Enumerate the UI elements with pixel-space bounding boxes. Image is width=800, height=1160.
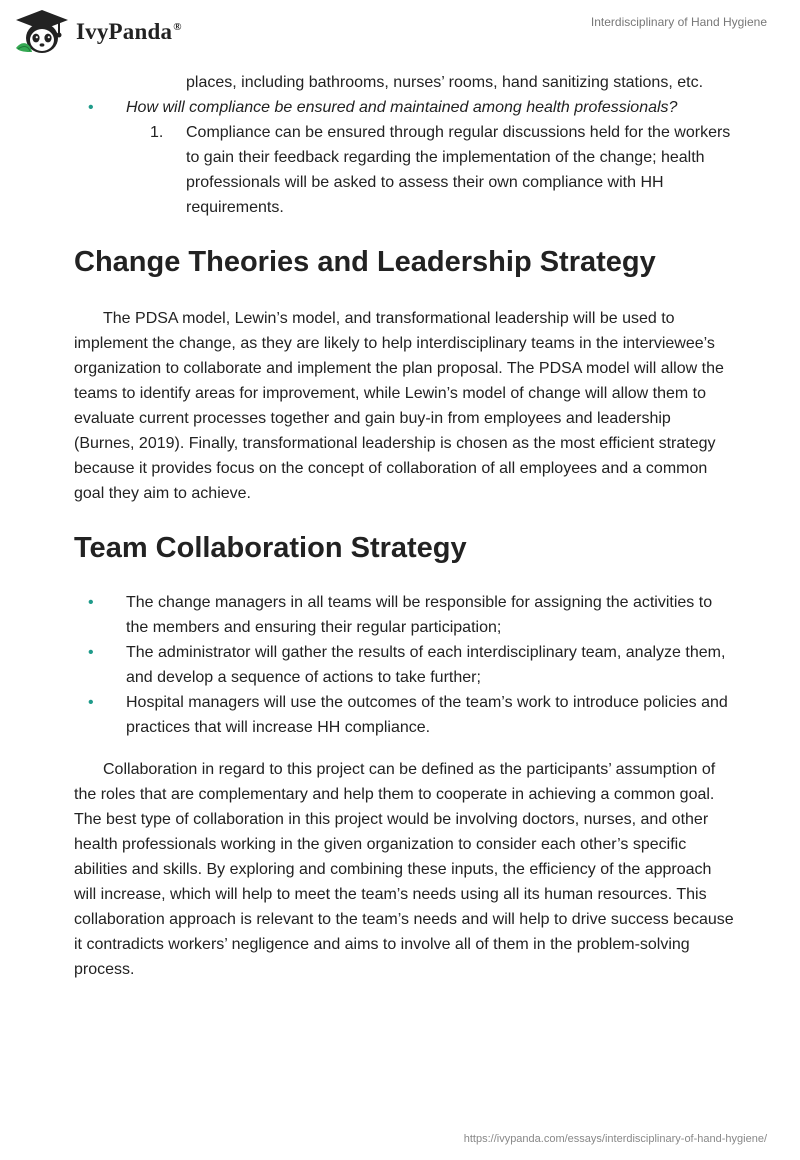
bullet-dot-icon: • — [88, 594, 94, 611]
list-item-text: Hospital managers will use the outcomes of the team’s work to introduce policies and practices that will increase HH compliance. — [126, 694, 728, 736]
team-strategy-list — [74, 590, 734, 740]
list-number: 1. — [150, 124, 164, 141]
logo-text: IvyPanda® — [76, 19, 182, 44]
answer-list — [74, 120, 734, 220]
continued-text: places, including bathrooms, nurses’ rooms, hand sanitizing stations, etc. — [186, 74, 704, 91]
bullet-dot-icon: • — [88, 694, 94, 711]
panda-graduate-icon — [14, 8, 70, 56]
essay-body — [74, 70, 734, 982]
list-item — [74, 120, 734, 220]
list-item-text: The change managers in all teams will be responsible for assigning the activities to the members and ensuring their regular participation; — [126, 594, 713, 636]
list-item — [74, 690, 734, 740]
paragraph-change-theories: The PDSA model, Lewin’s model, and transformational leadership will be used to implement the change, as they are likely to help interdisciplinary teams in the interviewee’s organization to collaborate and implement the plan proposal. The PDSA model will allow the teams to identify areas for improvement, while Lewin’s model of change will allow them to evaluate current processes together and gain buy-in from employees and leadership (Burnes, 2019). Finally, transformational leadership is chosen as the most efficient strategy because it provides focus on the concept of collaboration of all employees and a common goal they aim to achieve. — [74, 310, 724, 502]
list-item — [74, 590, 734, 640]
ivypanda-logo[interactable] — [14, 8, 182, 56]
source-url-link[interactable]: https://ivypanda.com/essays/interdisciplinary-of-hand-hygiene/ — [463, 1133, 767, 1145]
list-item — [74, 640, 734, 690]
bullet-dot-icon: • — [88, 644, 94, 661]
registered-mark: ® — [173, 21, 182, 34]
running-title: Interdisciplinary of Hand Hygiene — [590, 15, 767, 29]
list-item-text: The administrator will gather the results of each interdisciplinary team, analyze them, and develop a sequence of actions to take further; — [126, 644, 726, 686]
question-list — [74, 95, 734, 120]
question-text: How will compliance be ensured and maintained among health professionals? — [126, 99, 678, 116]
section-heading-team-collaboration: Team Collaboration Strategy — [74, 532, 467, 564]
paragraph-collaboration: Collaboration in regard to this project can be defined as the participants’ assumption of the roles that are complementary and help them to cooperate in achieving a common goal. The best type of collaboration in this project would be involving doctors, nurses, and other health professionals working in the given organization to consider each other’s specific abilities and skills. By exploring and combining these inputs, the efficiency of the approach will increase, which will help to meet the team’s needs using all its human resources. This collaboration approach is relevant to the team’s needs and will help to drive success because it contradicts workers’ negligence and aims to involve all of them in the problem-solving process. — [74, 761, 734, 978]
section-heading-change-theories: Change Theories and Leadership Strategy — [74, 246, 656, 278]
page-header — [0, 0, 800, 60]
list-item — [74, 95, 734, 120]
bullet-dot-icon: • — [88, 99, 94, 116]
answer-text: Compliance can be ensured through regular discussions held for the workers to gain their feedback regarding the implementation of the change; health professionals will be asked to assess their own compliance with HH requirements. — [186, 124, 731, 216]
